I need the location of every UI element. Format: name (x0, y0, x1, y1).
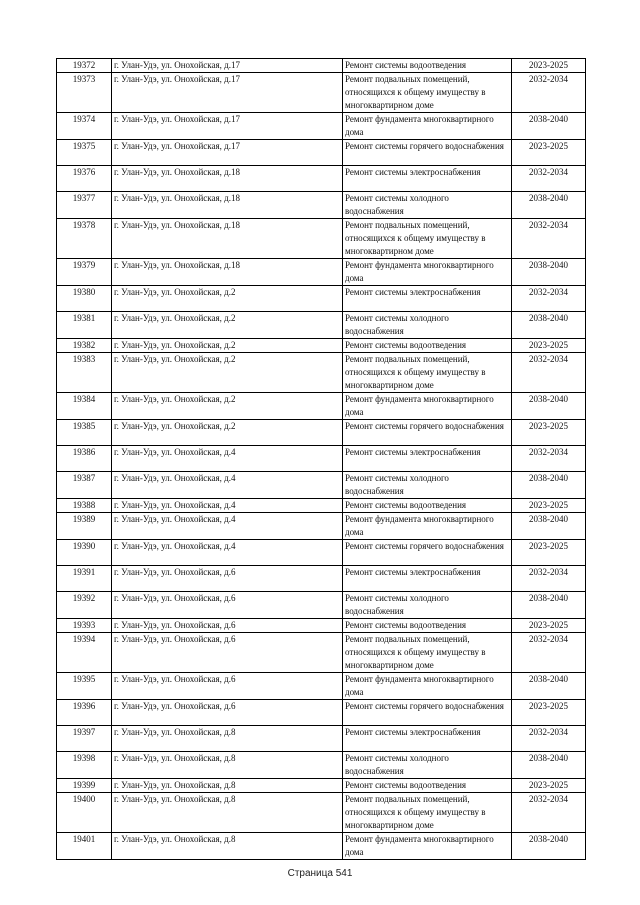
period-cell: 2038-2040 (512, 752, 586, 779)
period-cell: 2032-2034 (512, 219, 586, 259)
work-type-cell: Ремонт системы холодного водоснабжения (343, 472, 512, 499)
row-number-cell: 19395 (57, 673, 112, 700)
row-number-cell: 19398 (57, 752, 112, 779)
repair-schedule-table (56, 58, 586, 860)
table-row (57, 472, 586, 499)
work-type-cell: Ремонт фундамента многоквартирного дома (343, 393, 512, 420)
period-cell: 2038-2040 (512, 312, 586, 339)
table-row (57, 633, 586, 673)
row-number-cell: 19376 (57, 166, 112, 192)
row-number-cell: 19379 (57, 259, 112, 286)
table-row (57, 219, 586, 259)
address-cell: г. Улан-Удэ, ул. Онохойская, д.6 (112, 619, 343, 633)
work-type-cell: Ремонт системы водоотведения (343, 339, 512, 353)
table-row (57, 540, 586, 566)
work-type-cell: Ремонт системы холодного водоснабжения (343, 312, 512, 339)
period-cell: 2032-2034 (512, 726, 586, 752)
work-type-cell: Ремонт фундамента многоквартирного дома (343, 259, 512, 286)
address-cell: г. Улан-Удэ, ул. Онохойская, д.18 (112, 219, 343, 259)
address-cell: г. Улан-Удэ, ул. Онохойская, д.2 (112, 353, 343, 393)
row-number-cell: 19380 (57, 286, 112, 312)
table-row (57, 59, 586, 73)
period-cell: 2023-2025 (512, 140, 586, 166)
period-cell: 2023-2025 (512, 619, 586, 633)
period-cell: 2038-2040 (512, 192, 586, 219)
address-cell: г. Улан-Удэ, ул. Онохойская, д.4 (112, 540, 343, 566)
page-number-label: Страница 541 (287, 868, 353, 879)
work-type-cell: Ремонт системы электроснабжения (343, 166, 512, 192)
period-cell: 2032-2034 (512, 446, 586, 472)
table-row (57, 446, 586, 472)
period-cell: 2032-2034 (512, 793, 586, 833)
period-cell: 2032-2034 (512, 353, 586, 393)
work-type-cell: Ремонт фундамента многоквартирного дома (343, 833, 512, 860)
work-type-cell: Ремонт фундамента многоквартирного дома (343, 513, 512, 540)
address-cell: г. Улан-Удэ, ул. Онохойская, д.4 (112, 513, 343, 540)
address-cell: г. Улан-Удэ, ул. Онохойская, д.8 (112, 793, 343, 833)
address-cell: г. Улан-Удэ, ул. Онохойская, д.6 (112, 566, 343, 592)
address-cell: г. Улан-Удэ, ул. Онохойская, д.18 (112, 166, 343, 192)
work-type-cell: Ремонт системы электроснабжения (343, 446, 512, 472)
address-cell: г. Улан-Удэ, ул. Онохойская, д.8 (112, 726, 343, 752)
period-cell: 2038-2040 (512, 513, 586, 540)
table-row (57, 393, 586, 420)
table-row (57, 673, 586, 700)
work-type-cell: Ремонт системы горячего водоснабжения (343, 420, 512, 446)
period-cell: 2038-2040 (512, 113, 586, 140)
period-cell: 2023-2025 (512, 420, 586, 446)
table-row (57, 259, 586, 286)
period-cell: 2038-2040 (512, 833, 586, 860)
table-row (57, 513, 586, 540)
work-type-cell: Ремонт подвальных помещений, относящихся к общему имуществу в многоквартирном доме (343, 219, 512, 259)
work-type-cell: Ремонт подвальных помещений, относящихся к общему имуществу в многоквартирном доме (343, 353, 512, 393)
address-cell: г. Улан-Удэ, ул. Онохойская, д.4 (112, 446, 343, 472)
address-cell: г. Улан-Удэ, ул. Онохойская, д.4 (112, 472, 343, 499)
work-type-cell: Ремонт подвальных помещений, относящихся к общему имуществу в многоквартирном доме (343, 633, 512, 673)
period-cell: 2038-2040 (512, 472, 586, 499)
row-number-cell: 19400 (57, 793, 112, 833)
row-number-cell: 19393 (57, 619, 112, 633)
row-number-cell: 19401 (57, 833, 112, 860)
address-cell: г. Улан-Удэ, ул. Онохойская, д.2 (112, 286, 343, 312)
table-row (57, 566, 586, 592)
table-body (57, 59, 586, 860)
row-number-cell: 19385 (57, 420, 112, 446)
period-cell: 2038-2040 (512, 673, 586, 700)
address-cell: г. Улан-Удэ, ул. Онохойская, д.2 (112, 420, 343, 446)
row-number-cell: 19386 (57, 446, 112, 472)
row-number-cell: 19378 (57, 219, 112, 259)
address-cell: г. Улан-Удэ, ул. Онохойская, д.4 (112, 499, 343, 513)
work-type-cell: Ремонт системы водоотведения (343, 59, 512, 73)
row-number-cell: 19399 (57, 779, 112, 793)
row-number-cell: 19391 (57, 566, 112, 592)
period-cell: 2023-2025 (512, 339, 586, 353)
work-type-cell: Ремонт системы горячего водоснабжения (343, 540, 512, 566)
row-number-cell: 19381 (57, 312, 112, 339)
work-type-cell: Ремонт системы горячего водоснабжения (343, 700, 512, 726)
row-number-cell: 19382 (57, 339, 112, 353)
table-row (57, 73, 586, 113)
row-number-cell: 19372 (57, 59, 112, 73)
table-row (57, 166, 586, 192)
table-row (57, 779, 586, 793)
row-number-cell: 19394 (57, 633, 112, 673)
table-row (57, 113, 586, 140)
table-row (57, 192, 586, 219)
table-row (57, 339, 586, 353)
work-type-cell: Ремонт системы электроснабжения (343, 726, 512, 752)
table-row (57, 312, 586, 339)
row-number-cell: 19377 (57, 192, 112, 219)
table-row (57, 700, 586, 726)
row-number-cell: 19397 (57, 726, 112, 752)
address-cell: г. Улан-Удэ, ул. Онохойская, д.6 (112, 633, 343, 673)
period-cell: 2038-2040 (512, 259, 586, 286)
work-type-cell: Ремонт подвальных помещений, относящихся к общему имуществу в многоквартирном доме (343, 793, 512, 833)
work-type-cell: Ремонт системы водоотведения (343, 779, 512, 793)
address-cell: г. Улан-Удэ, ул. Онохойская, д.8 (112, 752, 343, 779)
row-number-cell: 19384 (57, 393, 112, 420)
table-row (57, 793, 586, 833)
period-cell: 2023-2025 (512, 700, 586, 726)
period-cell: 2032-2034 (512, 633, 586, 673)
table-row (57, 286, 586, 312)
period-cell: 2023-2025 (512, 59, 586, 73)
work-type-cell: Ремонт фундамента многоквартирного дома (343, 673, 512, 700)
address-cell: г. Улан-Удэ, ул. Онохойская, д.6 (112, 673, 343, 700)
row-number-cell: 19392 (57, 592, 112, 619)
address-cell: г. Улан-Удэ, ул. Онохойская, д.8 (112, 833, 343, 860)
work-type-cell: Ремонт системы электроснабжения (343, 286, 512, 312)
period-cell: 2032-2034 (512, 286, 586, 312)
address-cell: г. Улан-Удэ, ул. Онохойская, д.2 (112, 393, 343, 420)
address-cell: г. Улан-Удэ, ул. Онохойская, д.6 (112, 592, 343, 619)
address-cell: г. Улан-Удэ, ул. Онохойская, д.18 (112, 192, 343, 219)
work-type-cell: Ремонт фундамента многоквартирного дома (343, 113, 512, 140)
table-row (57, 619, 586, 633)
address-cell: г. Улан-Удэ, ул. Онохойская, д.17 (112, 140, 343, 166)
work-type-cell: Ремонт системы холодного водоснабжения (343, 752, 512, 779)
row-number-cell: 19383 (57, 353, 112, 393)
address-cell: г. Улан-Удэ, ул. Онохойская, д.17 (112, 73, 343, 113)
row-number-cell: 19374 (57, 113, 112, 140)
table-row (57, 833, 586, 860)
row-number-cell: 19390 (57, 540, 112, 566)
address-cell: г. Улан-Удэ, ул. Онохойская, д.6 (112, 700, 343, 726)
table-row (57, 353, 586, 393)
period-cell: 2032-2034 (512, 73, 586, 113)
table-row (57, 752, 586, 779)
address-cell: г. Улан-Удэ, ул. Онохойская, д.18 (112, 259, 343, 286)
table-row (57, 499, 586, 513)
table-row (57, 140, 586, 166)
address-cell: г. Улан-Удэ, ул. Онохойская, д.17 (112, 113, 343, 140)
work-type-cell: Ремонт системы водоотведения (343, 499, 512, 513)
work-type-cell: Ремонт системы холодного водоснабжения (343, 192, 512, 219)
work-type-cell: Ремонт системы холодного водоснабжения (343, 592, 512, 619)
period-cell: 2038-2040 (512, 393, 586, 420)
work-type-cell: Ремонт системы водоотведения (343, 619, 512, 633)
table-row (57, 420, 586, 446)
work-type-cell: Ремонт подвальных помещений, относящихся к общему имуществу в многоквартирном доме (343, 73, 512, 113)
period-cell: 2032-2034 (512, 166, 586, 192)
row-number-cell: 19388 (57, 499, 112, 513)
row-number-cell: 19375 (57, 140, 112, 166)
table-row (57, 726, 586, 752)
address-cell: г. Улан-Удэ, ул. Онохойская, д.2 (112, 339, 343, 353)
row-number-cell: 19389 (57, 513, 112, 540)
page-footer (0, 868, 640, 879)
address-cell: г. Улан-Удэ, ул. Онохойская, д.17 (112, 59, 343, 73)
row-number-cell: 19396 (57, 700, 112, 726)
period-cell: 2023-2025 (512, 540, 586, 566)
address-cell: г. Улан-Удэ, ул. Онохойская, д.2 (112, 312, 343, 339)
row-number-cell: 19387 (57, 472, 112, 499)
period-cell: 2023-2025 (512, 779, 586, 793)
address-cell: г. Улан-Удэ, ул. Онохойская, д.8 (112, 779, 343, 793)
work-type-cell: Ремонт системы горячего водоснабжения (343, 140, 512, 166)
period-cell: 2023-2025 (512, 499, 586, 513)
table-row (57, 592, 586, 619)
row-number-cell: 19373 (57, 73, 112, 113)
period-cell: 2032-2034 (512, 566, 586, 592)
work-type-cell: Ремонт системы электроснабжения (343, 566, 512, 592)
period-cell: 2038-2040 (512, 592, 586, 619)
